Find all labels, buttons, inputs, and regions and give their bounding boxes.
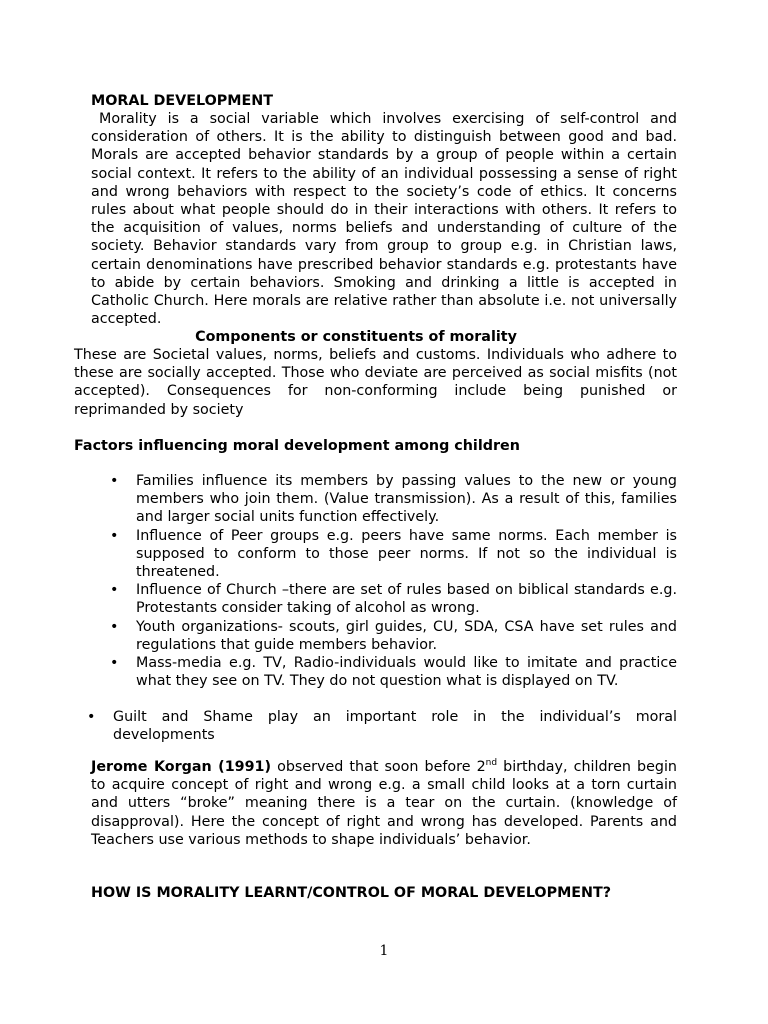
list-item-text: Youth organizations- scouts, girl guides, CU, SDA, CSA have set rules and regulations that guide members behavior. [136, 618, 677, 653]
question-heading: HOW IS MORALITY LEARNT/CONTROL OF MORAL DEVELOPMENT? [91, 885, 612, 901]
list-item [110, 527, 677, 582]
list-item [110, 472, 677, 527]
list-item-text: Influence of Peer groups e.g. peers have same norms. Each member is supposed to conform to those peer norms. If not so the individual is threatened. [136, 527, 677, 581]
bullet-icon: • [110, 618, 119, 635]
bullet-icon: • [110, 527, 119, 544]
list-item-text: Influence of Church –there are set of rules based on biblical standards e.g. Protestants consider taking of alcohol as wrong. [136, 582, 677, 617]
factors-heading: Factors influencing moral development among children [74, 438, 520, 454]
page-number: 1 [379, 943, 389, 959]
list-item [110, 654, 677, 690]
list-item-text: Mass-media e.g. TV, Radio-individuals would like to imitate and practice what they see on TV. They do not question what is displayed on TV. [136, 655, 677, 690]
bullet-icon: • [110, 473, 119, 489]
factors-list [110, 472, 677, 690]
list-item [110, 581, 677, 617]
kagan-text-start: observed that soon before 2 [271, 759, 486, 775]
list-item-last [87, 708, 677, 744]
components-heading: Components or constituents of morality [195, 329, 517, 345]
kagan-author: Jerome Korgan (1991) [91, 759, 272, 775]
list-item-text: Guilt and Shame play an important role in the individual’s moral developments [113, 709, 677, 744]
bullet-icon: • [110, 655, 119, 672]
ordinal-suffix: nd [485, 758, 498, 769]
list-item [110, 618, 677, 654]
intro-paragraph: Morality is a social variable which involves exercising of self-control and consideration of others. It is the ability to distinguish between good and bad. Morals are accepted behavior standards by a group of people within a certain social context. It refers to the ability of an individual possessing a sense of right and wrong behaviors with respect to the society’s code of ethics. It concerns rules about what people should do in their interactions with others. It refers to the acquisition of values, norms beliefs and understanding of culture of the society. Behavior standards vary from group to group e.g. in Christian laws, certain denominations have prescribed behavior standards e.g. protestants have to abide by certain behaviors. Smoking and drinking a little is accepted in Catholic Church. Here morals are relative rather than absolute i.e. not universally accepted. [91, 111, 677, 328]
bullet-icon: • [110, 582, 119, 599]
bullet-icon: • [87, 709, 96, 725]
document-title: MORAL DEVELOPMENT [91, 93, 273, 109]
kagan-paragraph [91, 758, 677, 849]
kagan-text-end: birthday, children begin to acquire concept of right and wrong e.g. a small child looks at a torn curtain and utters “broke” meaning there is a tear on the curtain. (knowledge of disapproval). Here the concept of right and wrong has developed. Parents and Teachers use various methods to shape individuals’ behavior. [91, 759, 677, 848]
list-item-text: Families influence its members by passing values to the new or young members who join them. (Value transmission). As a result of this, families and larger social units function effectively. [136, 473, 677, 526]
components-paragraph: These are Societal values, norms, beliefs and customs. Individuals who adhere to these are socially accepted. Those who deviate are perceived as social misfits (not accepted). Consequences for non-conforming include being punished or reprimanded by society [74, 347, 677, 418]
